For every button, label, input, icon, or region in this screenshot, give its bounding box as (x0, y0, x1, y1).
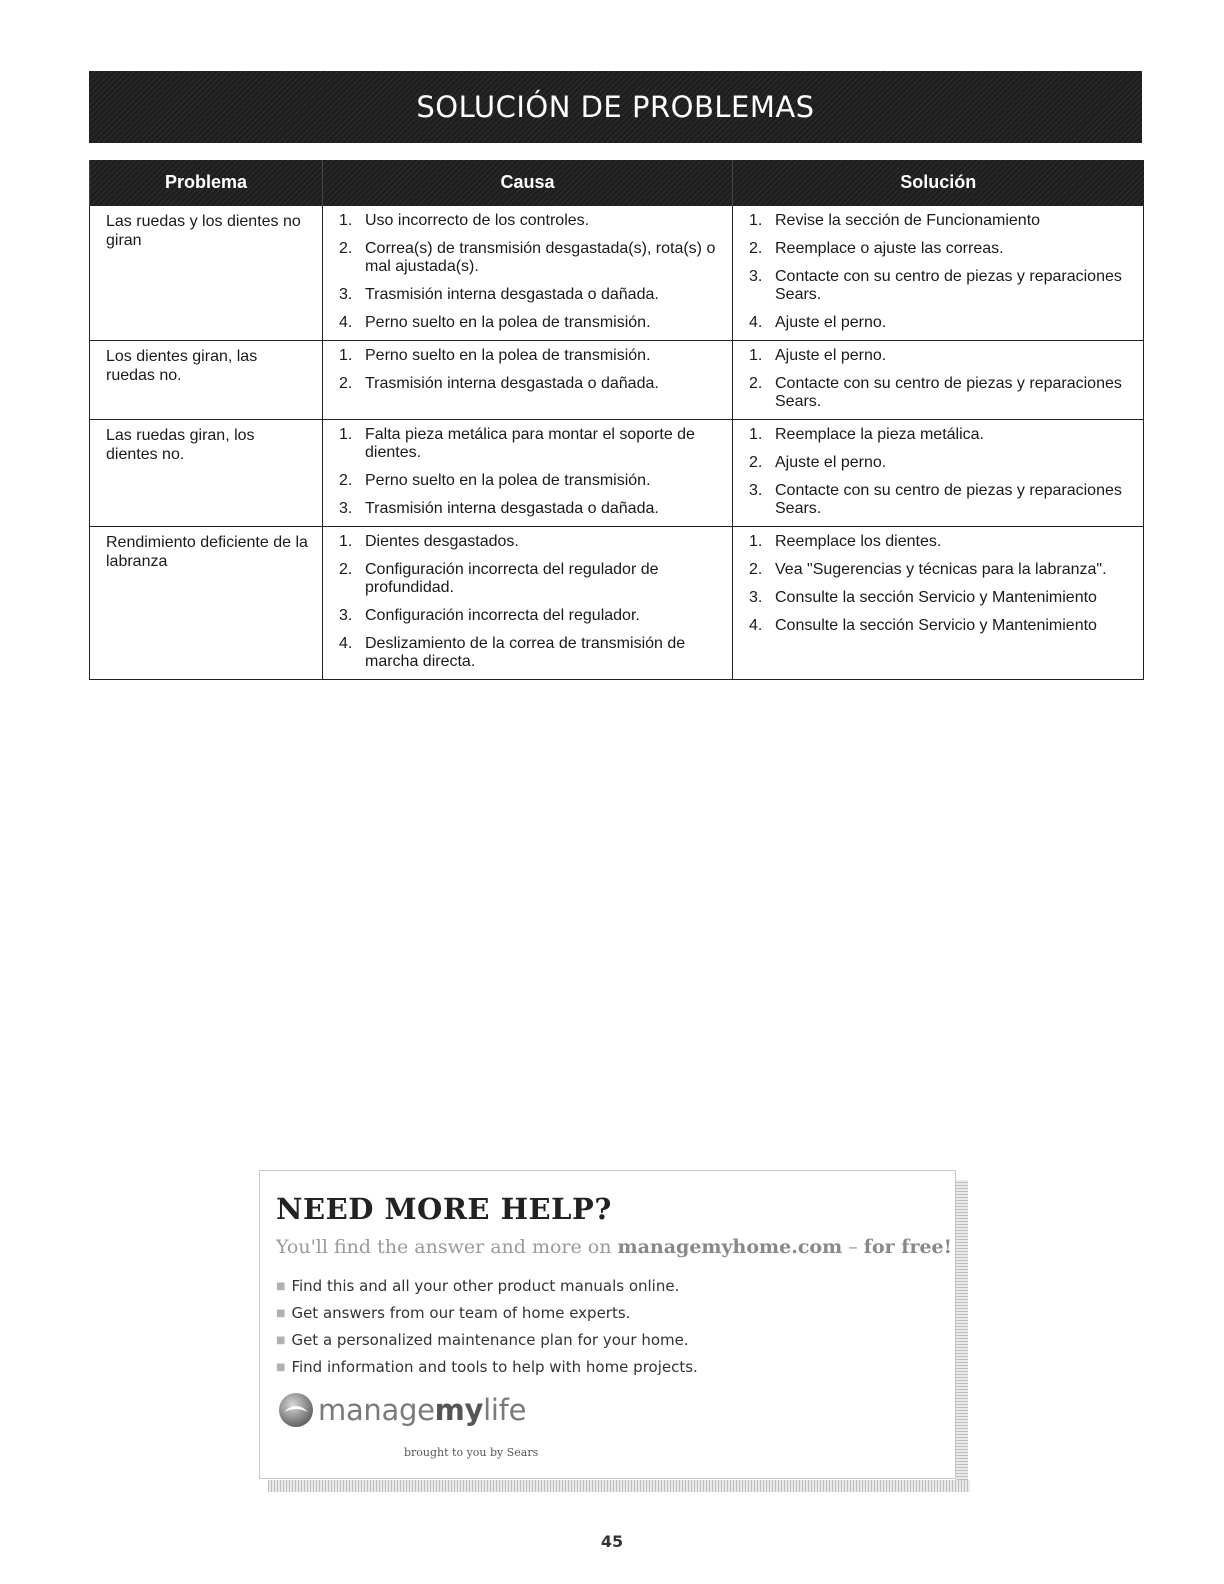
managemylife-logo (278, 1392, 526, 1428)
solution-list (749, 533, 1131, 635)
item-number: 3. (339, 500, 353, 517)
solution-cell (733, 420, 1144, 527)
problem-cell: Rendimiento deficiente de la labranza (90, 527, 323, 680)
problem-cell: Las ruedas y los dientes no giran (90, 206, 323, 341)
bullet-text: Find this and all your other product manuals online. (291, 1277, 680, 1295)
cause-list (339, 533, 720, 671)
item-text: Vea "Sugerencias y técnicas para la labranza". (775, 561, 1107, 578)
item-number: 1. (339, 347, 353, 364)
bullet-text: Get answers from our team of home experts. (291, 1304, 631, 1322)
item-number: 1. (339, 426, 353, 443)
cause-list (339, 212, 720, 332)
help-bullet-list (276, 1276, 698, 1384)
item-text: Uso incorrecto de los controles. (365, 212, 590, 229)
list-item (276, 1330, 698, 1357)
item-number: 2. (339, 240, 353, 257)
item-text: Reemplace los dientes. (775, 533, 942, 550)
list-item (749, 482, 1131, 518)
item-number: 3. (339, 286, 353, 303)
list-item (339, 472, 720, 490)
logo-manage: manage (318, 1393, 435, 1427)
item-text: Consulte la sección Servicio y Mantenimiento (775, 589, 1097, 606)
item-number: 4. (749, 617, 763, 634)
list-item (339, 286, 720, 304)
cause-cell (323, 527, 733, 680)
item-text: Configuración incorrecta del regulador de profundidad. (365, 561, 659, 596)
item-number: 2. (749, 454, 763, 471)
list-item (749, 533, 1131, 551)
cause-cell (323, 206, 733, 341)
bullet-text: Get a personalized maintenance plan for your home. (291, 1331, 689, 1349)
list-item (749, 268, 1131, 304)
item-number: 3. (749, 482, 763, 499)
list-item (749, 212, 1131, 230)
list-item (749, 375, 1131, 411)
list-item (749, 561, 1131, 579)
problem-cell: Los dientes giran, las ruedas no. (90, 341, 323, 420)
item-text: Reemplace la pieza metálica. (775, 426, 984, 443)
solution-cell (733, 206, 1144, 341)
item-text: Consulte la sección Servicio y Mantenimiento (775, 617, 1097, 634)
list-item (339, 561, 720, 597)
list-item (339, 607, 720, 625)
list-item (749, 454, 1131, 472)
list-item (749, 240, 1131, 258)
item-number: 3. (749, 589, 763, 606)
page-title: SOLUCIÓN DE PROBLEMAS (416, 90, 815, 124)
list-item (339, 375, 720, 393)
item-number: 1. (749, 426, 763, 443)
help-panel-shadow-bottom (268, 1480, 970, 1492)
troubleshooting-table (89, 160, 1144, 680)
item-number: 2. (339, 472, 353, 489)
item-number: 1. (749, 212, 763, 229)
brought-by-sears: brought to you by Sears (404, 1446, 539, 1459)
list-item (339, 426, 720, 462)
item-text: Configuración incorrecta del regulador. (365, 607, 640, 624)
help-panel-shadow-right (956, 1180, 968, 1480)
item-text: Falta pieza metálica para montar el soporte de dientes. (365, 426, 695, 461)
page-title-banner (89, 71, 1142, 143)
list-item (339, 500, 720, 518)
bullet-text: Find information and tools to help with home projects. (291, 1358, 698, 1376)
item-number: 2. (749, 240, 763, 257)
logo-my: my (434, 1393, 484, 1427)
list-item (749, 347, 1131, 365)
list-item (749, 617, 1131, 635)
item-text: Trasmisión interna desgastada o dañada. (365, 500, 659, 517)
item-number: 2. (339, 561, 353, 578)
cause-list (339, 426, 720, 518)
solution-list (749, 212, 1131, 332)
cause-cell (323, 420, 733, 527)
list-item (339, 240, 720, 276)
header-cause: Causa (323, 160, 733, 206)
header-problem: Problema (90, 160, 323, 206)
table-row (90, 341, 1144, 420)
solution-list (749, 347, 1131, 411)
table-row (90, 420, 1144, 527)
item-number: 2. (339, 375, 353, 392)
help-subtitle-dash: – (842, 1236, 864, 1258)
item-text: Correa(s) de transmisión desgastada(s), rota(s) o mal ajustada(s). (365, 240, 716, 275)
item-text: Contacte con su centro de piezas y reparaciones Sears. (775, 268, 1122, 303)
item-number: 1. (339, 212, 353, 229)
item-text: Dientes desgastados. (365, 533, 519, 550)
item-text: Reemplace o ajuste las correas. (775, 240, 1004, 257)
item-text: Ajuste el perno. (775, 314, 887, 331)
item-text: Ajuste el perno. (775, 454, 887, 471)
item-number: 2. (749, 561, 763, 578)
item-number: 3. (339, 607, 353, 624)
table-header-row (90, 160, 1144, 206)
bullet-icon: ■ (276, 1308, 286, 1319)
list-item (339, 212, 720, 230)
help-free-text: for free! (863, 1236, 952, 1258)
bullet-icon: ■ (276, 1362, 286, 1373)
help-subtitle-text: You'll find the answer and more on (276, 1236, 618, 1258)
list-item (276, 1357, 698, 1384)
list-item (339, 314, 720, 332)
logo-life: life (483, 1393, 527, 1427)
item-number: 1. (749, 347, 763, 364)
list-item (749, 426, 1131, 444)
problem-cell: Las ruedas giran, los dientes no. (90, 420, 323, 527)
item-text: Contacte con su centro de piezas y reparaciones Sears. (775, 482, 1122, 517)
item-text: Contacte con su centro de piezas y reparaciones Sears. (775, 375, 1122, 410)
list-item (749, 314, 1131, 332)
item-number: 1. (749, 533, 763, 550)
item-text: Perno suelto en la polea de transmisión. (365, 472, 651, 489)
list-item (339, 533, 720, 551)
item-number: 1. (339, 533, 353, 550)
help-subtitle (276, 1236, 952, 1258)
table-row (90, 206, 1144, 341)
help-site-link[interactable]: managemyhome.com (617, 1236, 843, 1258)
list-item (276, 1303, 698, 1330)
logo-wordmark (318, 1393, 526, 1427)
solution-cell (733, 527, 1144, 680)
item-text: Trasmisión interna desgastada o dañada. (365, 375, 659, 392)
item-number: 2. (749, 375, 763, 392)
solution-list (749, 426, 1131, 518)
list-item (339, 347, 720, 365)
item-text: Ajuste el perno. (775, 347, 887, 364)
help-title: NEED MORE HELP? (276, 1192, 612, 1226)
cause-list (339, 347, 720, 393)
table-row (90, 527, 1144, 680)
logo-circle-icon (278, 1392, 314, 1428)
item-text: Trasmisión interna desgastada o dañada. (365, 286, 659, 303)
item-number: 4. (749, 314, 763, 331)
item-text: Perno suelto en la polea de transmisión. (365, 347, 651, 364)
item-number: 3. (749, 268, 763, 285)
list-item (749, 589, 1131, 607)
item-text: Revise la sección de Funcionamiento (775, 212, 1041, 229)
list-item (339, 635, 720, 671)
item-number: 4. (339, 635, 353, 652)
bullet-icon: ■ (276, 1281, 286, 1292)
item-number: 4. (339, 314, 353, 331)
cause-cell (323, 341, 733, 420)
list-item (276, 1276, 698, 1303)
item-text: Perno suelto en la polea de transmisión. (365, 314, 651, 331)
header-solution: Solución (733, 160, 1144, 206)
bullet-icon: ■ (276, 1335, 286, 1346)
item-text: Deslizamiento de la correa de transmisión de marcha directa. (365, 635, 686, 670)
page-number: 45 (600, 1532, 624, 1551)
solution-cell (733, 341, 1144, 420)
